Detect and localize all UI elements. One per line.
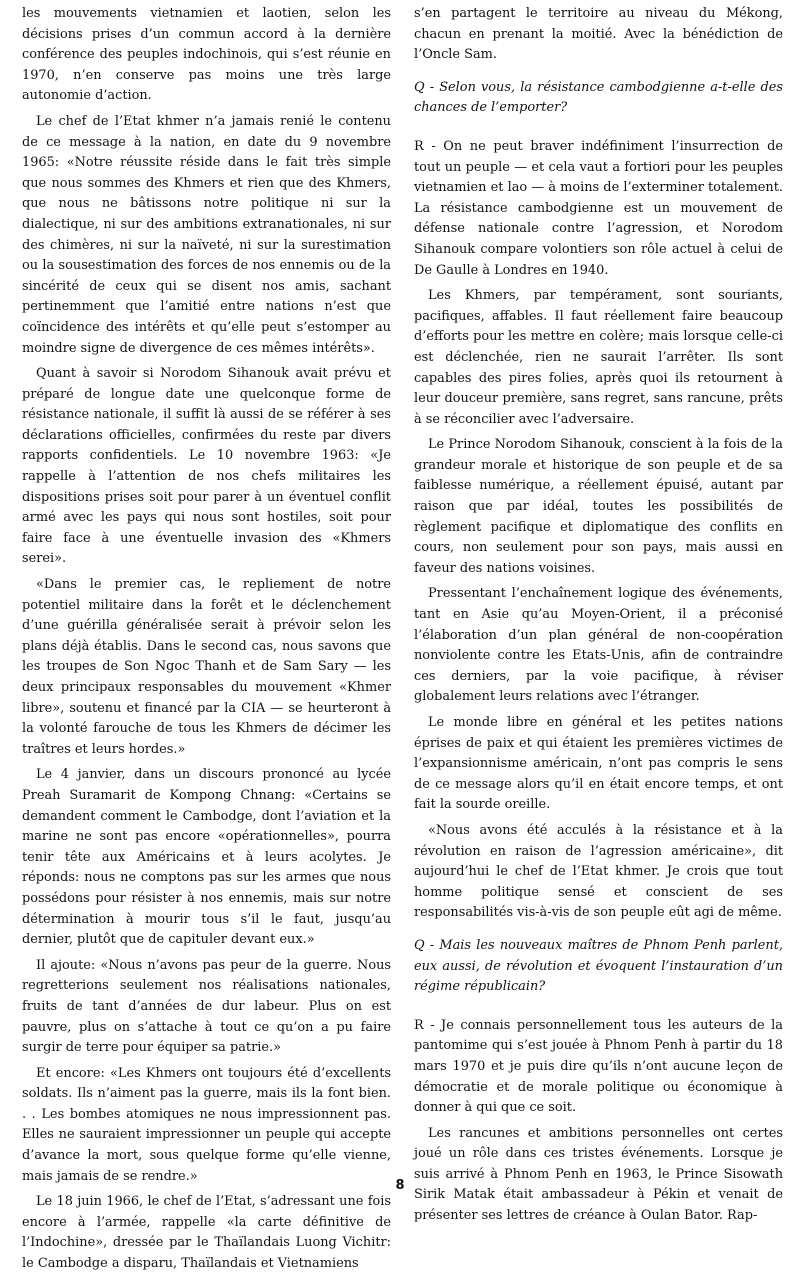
page-number: 8 bbox=[395, 1178, 405, 1193]
left-paragraph-6: Il ajoute: «Nous n’avons pas peur de la guerre. Nous regretterions seulement nos réalisations nationales, fruits de tant d’années de dur labeur. Plus on est pauvre, plus on s’attache à tout ce qu’on a pu faire surgir de terre pour équiper sa patrie.» bbox=[22, 957, 391, 1056]
right-column bbox=[414, 4, 783, 1232]
left-column bbox=[22, 4, 391, 1280]
right-paragraph-8: «Nous avons été acculés à la résistance et à la révolution en raison de l’agression américaine», dit aujourd’hui le chef de l’Etat khmer. Je crois que tout homme politique sensé et conscient de ses responsabilités vis-à-vis de son peuple eût agi de même. bbox=[414, 822, 783, 921]
interview-answer-2: R - Je connais personnellement tous les auteurs de la pantomime qui s’est jouée à Phnom Penh à partir du 18 mars 1970 et je puis dire qu’ils n’ont aucune leçon de démocratie et de morale politique ou économique à donner à qui que ce soit. bbox=[414, 1017, 783, 1116]
right-paragraph-7: Le monde libre en général et les petites nations éprises de paix et qui étaient les premières victimes de l’expansionnisme américain, n’ont pas compris le sens de ce message alors qu’il en était encore temps, et ont fait la sourde oreille. bbox=[414, 715, 783, 813]
left-paragraph-4: «Dans le premier cas, le repliement de notre potentiel militaire dans la forêt et le déclenchement d’une guérilla généralisée serait à prévoir selon les plans déjà établis. Dans le second cas, nous savons que les troupes de Son Ngoc Thanh et de Sam Sary — les deux principaux responsables du mouvement «Khmer libre», soutenu et financé par la CIA — se heurteront à la volonté farouche de tous les Khmers de décimer les traîtres et leurs hordes.» bbox=[22, 577, 391, 757]
right-paragraph-1: s’en partagent le territoire au niveau du Mékong, chacun en prenant la moitié. Avec la bénédiction de l’Oncle Sam. bbox=[414, 6, 783, 63]
left-paragraph-3: Quant à savoir si Norodom Sihanouk avait prévu et préparé de longue date une quelconque forme de résistance nationale, il suffit là aussi de se référer à ses déclarations officielles, confirmées du reste par divers rapports confidentiels. Le 10 novembre 1963: «Je rappelle à l’attention de nos chefs militaires les dispositions prises soit pour parer à un éventuel conflit armé avec les pays qui nous sont hostiles, soit pour faire face à une éventuelle invasion des «Khmers serei». bbox=[22, 366, 391, 567]
right-paragraph-11: Les rancunes et ambitions personnelles ont certes joué un rôle dans ces tristes événements. Lorsque je suis arrivé à Phnom Penh en 1963, le Prince Sisowath Sirik Matak était ambassadeur à Pékin et venait de présenter ses lettres de créance à Oulan Bator. Rap- bbox=[414, 1125, 783, 1224]
right-paragraph-5: Le Prince Norodom Sihanouk, conscient à la fois de la grandeur morale et historique de son peuple et de sa faiblesse numérique, a réellement épuisé, autant par raison que par idéal, toutes les possibilités de règlement pacifique et diplomatique des conflits en cours, non seulement pour son pays, mais aussi en faveur des nations voisines. bbox=[414, 437, 783, 576]
left-paragraph-1: les mouvements vietnamien et laotien, selon les décisions prises d’un commun accord à la dernière conférence des peuples indochinois, qui s’est réunie en 1970, n’en conserve pas moins une très large autonomie d’action. bbox=[22, 6, 391, 104]
left-paragraph-8: Le 18 juin 1966, le chef de l’Etat, s’adressant une fois encore à l’armée, rappelle «la carte définitive de l’Indochine», dressée par le Thaïlandais Luong Vichitr: le Cambodge a disparu, Thaïlandais et Vietnamiens bbox=[22, 1194, 391, 1272]
left-paragraph-2: Le chef de l’Etat khmer n’a jamais renié le contenu de ce message à la nation, en date du 9 novembre 1965: «Notre réussite réside dans le fait très simple que nous sommes des Khmers et rien que des Khmers, que nous ne bâtissons notre politique ni sur la dialectique, ni sur des ambitions extranationales, ni sur des chimères, ni sur la naïveté, ni sur la surestimation ou la sousestimation des forces de nos ennemis ou de la sincérité de ceux qui se disent nos amis, sachant pertinemment que l’amitié entre nations n’est que coïncidence des intérêts et qu’elle peut s’estomper au moindre signe de divergence de ces mêmes intérêts». bbox=[22, 113, 391, 356]
right-paragraph-6: Pressentant l’enchaînement logique des événements, tant en Asie qu’au Moyen-Orient, il a préconisé l’élaboration d’un plan général de non-coopération nonviolente contre les Etats-Unis, afin de contraindre ces derniers, par la voie pacifique, à réviser globalement leurs relations avec l’étranger. bbox=[414, 586, 783, 705]
left-paragraph-5: Le 4 janvier, dans un discours prononcé au lycée Preah Suramarit de Kompong Chnang: «Certains se demandent comment le Cambodge, dont l’aviation et la marine ne sont pas encore «opérationnelles», pourra tenir tête aux Américains et à leurs acolytes. Je réponds: nous ne comptons pas sur les armes que nous possédons pour résister à nos ennemis, mais sur notre détermination à mourir tous s’il le faut, jusqu’au dernier, plutôt que de capituler devant eux.» bbox=[22, 767, 391, 948]
right-paragraph-4: Les Khmers, par tempérament, sont souriants, pacifiques, affables. Il faut réellement faire beaucoup d’efforts pour les mettre en colère; mais lorsque celle-ci est déclenchée, rien ne saurait l’arrêter. Ils sont capables des pires folies, après quoi ils retournent à leur douceur première, sans regret, sans rancune, prêts à se réconcilier avec l’adversaire. bbox=[414, 288, 783, 427]
left-paragraph-7: Et encore: «Les Khmers ont toujours été d’excellents soldats. Ils n’aiment pas la guerre, mais ils la font bien. . . Les bombes atomiques ne nous impressionnent pas. Elles ne sauraient impressionner un peuple qui accepte d’avance la mort, sous quelque forme qu’elle vienne, mais jamais de se rendre.» bbox=[22, 1065, 391, 1184]
interview-question-2: Q - Mais les nouveaux maîtres de Phnom Penh parlent, eux aussi, de révolution et évoquent l’instauration d’un régime républicain? bbox=[414, 937, 783, 995]
interview-question-1: Q - Selon vous, la résistance cambodgienne a-t-elle des chances de l’emporter? bbox=[414, 79, 783, 116]
interview-answer-1: R - On ne peut braver indéfiniment l’insurrection de tout un peuple — et cela vaut a fortiori pour les peuples vietnamien et lao — à moins de l’exterminer totalement. La résistance cambodgienne est un mouvement de défense nationale contre l’agression, et Norodom Sihanouk compare volontiers son rôle actuel à celui de De Gaulle à Londres en 1940. bbox=[414, 138, 783, 278]
